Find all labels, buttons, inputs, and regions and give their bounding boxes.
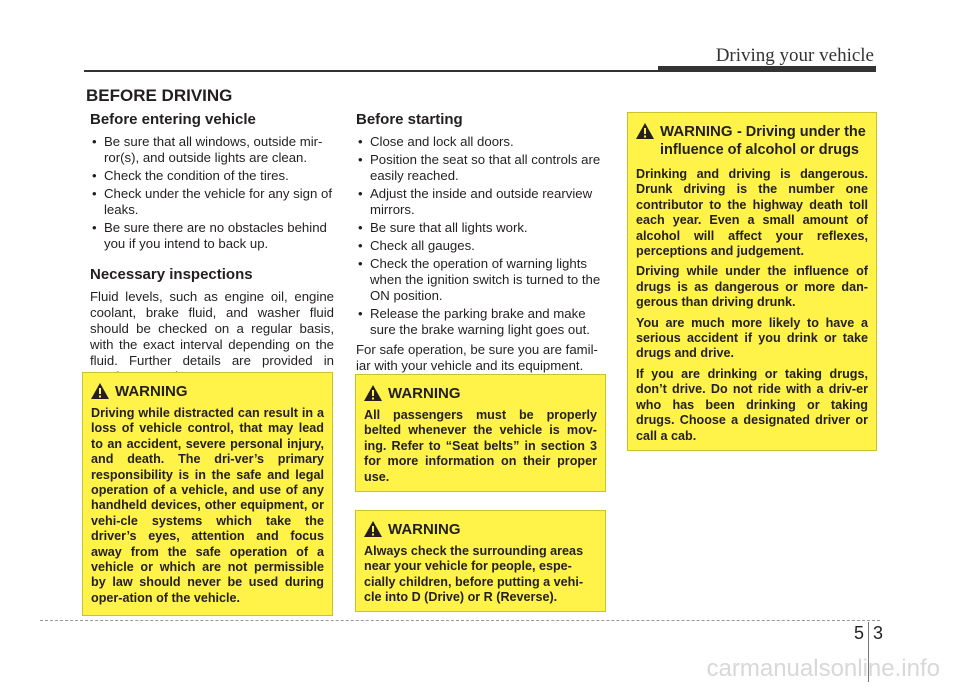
list-item: • Release the parking brake and make sure the brake warning light goes out. [356,306,606,338]
page-number: 3 [873,623,884,643]
warning-title: WARNING [660,123,733,140]
warning-paragraph: You are much more likely to have a serious accident if you drink or take drugs and drive. [636,315,868,361]
list-item: • Close and lock all doors. [356,134,606,150]
warning-box-alcohol-drugs [627,112,877,451]
heading-before-starting: Before starting [356,111,463,128]
section-title: BEFORE DRIVING [86,86,233,105]
list-item: • Position the seat so that all controls are easily reached. [356,152,606,184]
warning-title: WARNING [115,383,188,400]
warning-triangle-icon [91,383,109,399]
list-before-entering [90,134,334,252]
column-middle [356,111,606,374]
list-item: • Check all gauges. [356,238,606,254]
warning-triangle-icon [636,123,654,139]
list-item: • Be sure that all lights work. [356,220,606,236]
list-item: • Check the condition of the tires. [90,168,334,184]
footer-rule [40,620,880,621]
warning-box-seatbelts [355,374,606,492]
column-left [90,111,334,385]
warning-paragraph: If you are drinking or taking drugs, don’t drive. Do not ride with a driv-er who has been drinking or taking drugs. Choose a designated driver or call a cab. [636,366,868,443]
warning-body: All passengers must be properly belted whenever the vehicle is mov-ing. Refer to “Seat belts” in section 3 for more information on their proper use. [364,408,597,484]
warning-triangle-icon [364,521,382,537]
warning-body [636,167,868,444]
warning-paragraph: Driving while under the influence of drugs is as dangerous or more dan-gerous than driving drunk. [636,264,868,310]
header-title: Driving your vehicle [715,45,874,66]
safe-operation-paragraph: For safe operation, be sure you are famil-iar with your vehicle and its equipment. [356,342,598,373]
list-before-starting [356,134,606,338]
warning-body: Always check the surrounding areas near your vehicle for people, espe-cially children, before putting a vehi-cle into D (Drive) or R (Reverse). [364,544,584,605]
heading-necessary-inspections: Necessary inspections [90,266,253,283]
warning-box-surroundings [355,510,606,612]
inspections-paragraph: Fluid levels, such as engine oil, engine coolant, brake fluid, and washer fluid should be checked on a regular basis, with the exact interval depending on the fluid. Further details are provided in [90,289,334,368]
warning-subtitle: - Driving under the influence of alcohol or drugs [660,124,866,158]
warning-body: Driving while distracted can result in a loss of vehicle control, that may lead to an accident, severe personal injury, and death. The dri-ver’s primary responsibility is in the safe and legal operation of a vehicle, and use of any handheld devices, other equipment, or vehi-cle systems which take the driver’s eyes, attention and focus away from the safe operation of a vehicle or which are not permissible by law should never be used during oper-ation of the vehicle. [91,406,324,605]
warning-box-distracted [82,372,333,616]
list-item: • Check under the vehicle for any sign of leaks. [90,186,334,218]
heading-before-entering: Before entering vehicle [90,111,256,128]
list-item: • Check the operation of warning lights when the ignition switch is turned to the ON position. [356,256,606,304]
list-item: • Be sure there are no obstacles behind you if you intend to back up. [90,220,334,252]
warning-paragraph: Drinking and driving is dangerous. Drunk driving is the number one contributor to the highway death toll each year. Even a small amount of alcohol will affect your reflexes, perceptions and judgement. [636,167,868,259]
watermark: carmanualsonline.info [706,655,940,682]
header-rule-thick [658,66,876,72]
warning-triangle-icon [364,385,382,401]
warning-title: WARNING [388,521,461,538]
list-item: • Be sure that all windows, outside mir-ror(s), and outside lights are clean. [90,134,334,166]
chapter-number: 5 [854,623,865,643]
list-item: • Adjust the inside and outside rearview mirrors. [356,186,606,218]
warning-title: WARNING [388,385,461,402]
